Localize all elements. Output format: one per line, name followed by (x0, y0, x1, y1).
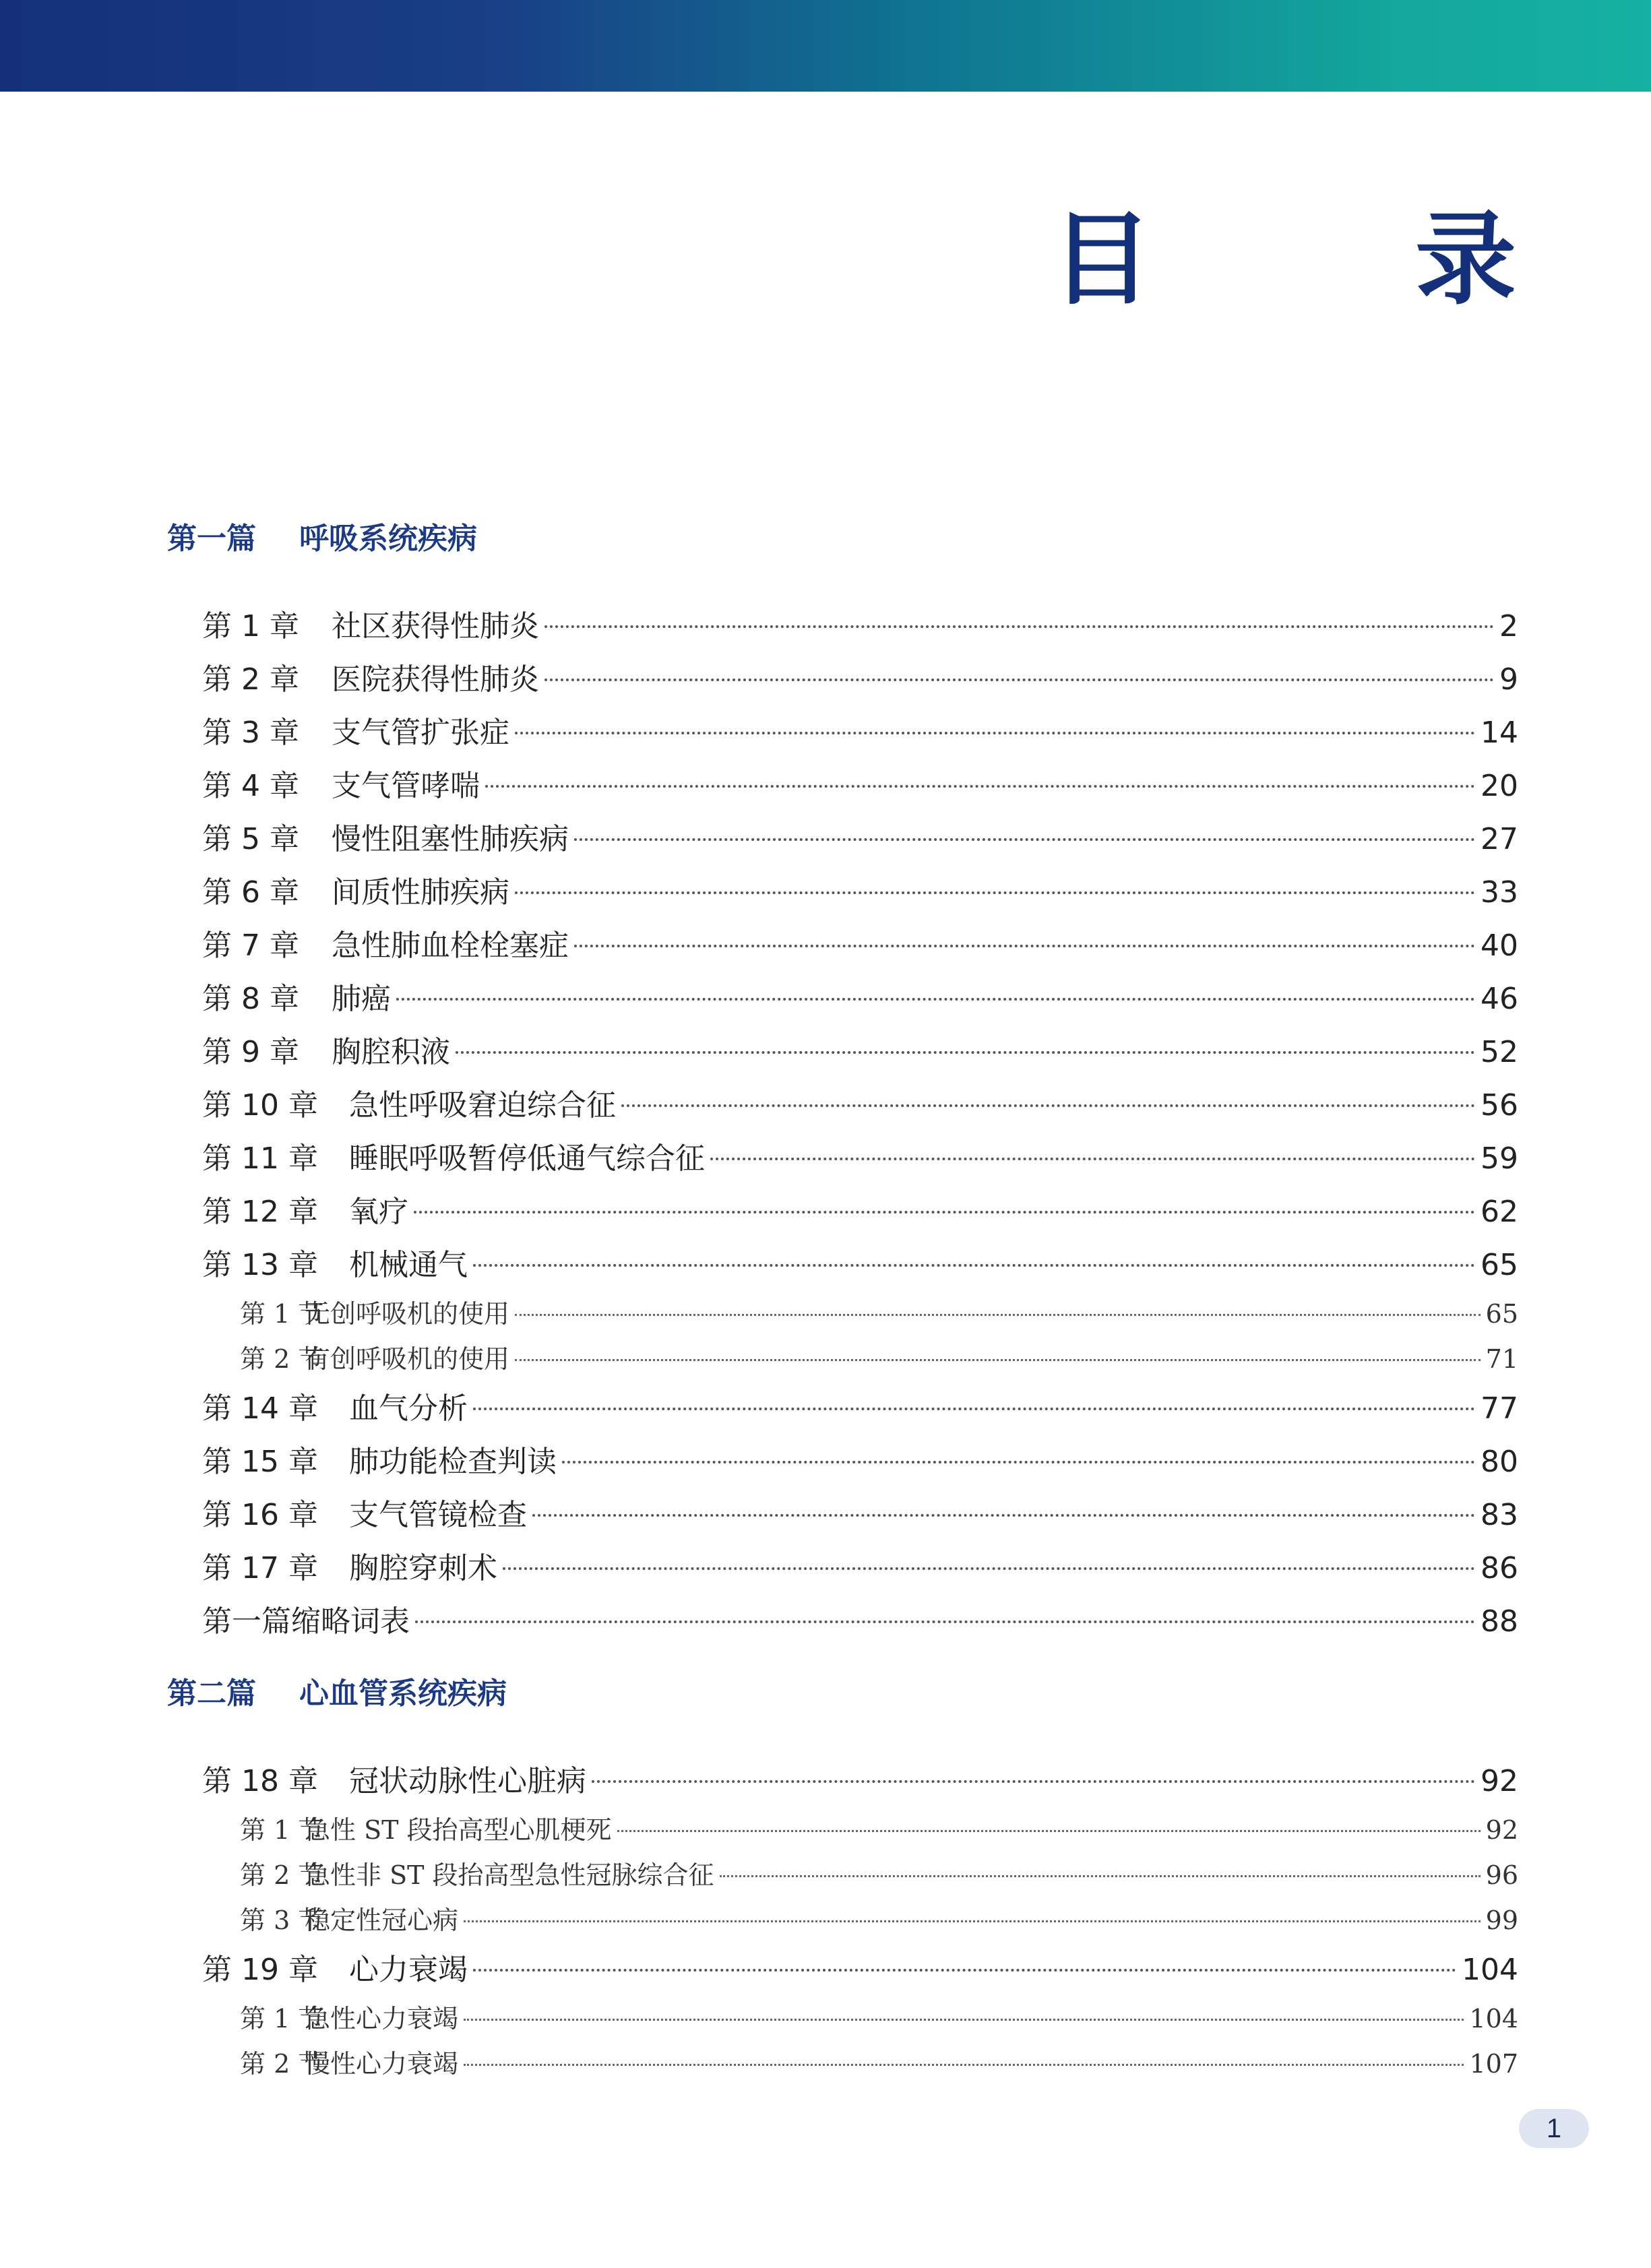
entry-label: 第 1 节 (240, 2004, 324, 2034)
entry-page-number: 77 (1481, 1391, 1518, 1426)
table-of-contents (167, 519, 1518, 2112)
toc-chapter-entry[interactable] (167, 600, 1518, 653)
dot-leader (473, 1264, 1475, 1267)
entry-title: 稳定性冠心病 (305, 1905, 459, 1935)
entry-page-number: 33 (1481, 875, 1518, 910)
entry-label: 第 1 节 (240, 1299, 324, 1329)
entry-label: 第 10 章 (202, 1088, 318, 1123)
toc-section-entry[interactable] (167, 1898, 1518, 1943)
dot-leader (473, 1969, 1456, 1972)
dot-leader (503, 1567, 1475, 1570)
part-heading-title: 心血管系统疾病 (299, 1676, 507, 1711)
entry-title: 有创呼吸机的使用 (305, 1344, 510, 1374)
toc-chapter-entry[interactable] (167, 1079, 1518, 1132)
toc-chapter-entry[interactable] (167, 972, 1518, 1026)
entry-title: 冠状动脉性心脏病 (349, 1764, 586, 1798)
entry-title: 血气分析 (349, 1391, 468, 1426)
dot-leader (562, 1461, 1475, 1463)
entry-label: 第 2 章 (202, 662, 299, 697)
entry-label: 第 2 节 (240, 2049, 324, 2079)
entry-label: 第 16 章 (202, 1498, 318, 1532)
dot-leader (544, 625, 1494, 628)
entry-page-number: 52 (1481, 1035, 1518, 1069)
dot-leader (532, 1514, 1475, 1517)
entry-label: 第 19 章 (202, 1953, 318, 1987)
dot-leader (574, 945, 1475, 947)
dot-leader (710, 1158, 1475, 1160)
entry-page-number: 104 (1462, 1953, 1518, 1987)
toc-chapter-entry[interactable] (167, 1595, 1518, 1648)
entry-page-number: 65 (1485, 1299, 1518, 1329)
toc-chapter-entry[interactable] (167, 1542, 1518, 1595)
entry-label: 第 7 章 (202, 928, 299, 963)
entry-page-number: 92 (1481, 1764, 1518, 1798)
dot-leader (485, 785, 1475, 788)
entry-label: 第 8 章 (202, 982, 299, 1016)
dot-leader (544, 679, 1494, 681)
toc-chapter-entry[interactable] (167, 1132, 1518, 1185)
toc-section-entry[interactable] (167, 1337, 1518, 1382)
entry-title: 支气管镜检查 (349, 1498, 527, 1532)
page-title: 目 录 (1051, 200, 1597, 319)
entry-title: 支气管扩张症 (332, 716, 509, 750)
entry-page-number: 27 (1481, 822, 1518, 856)
entry-page-number: 99 (1485, 1905, 1518, 1935)
toc-chapter-entry[interactable] (167, 1026, 1518, 1079)
toc-chapter-entry[interactable] (167, 1488, 1518, 1542)
entry-page-number: 107 (1469, 2049, 1518, 2079)
toc-chapter-entry[interactable] (167, 919, 1518, 972)
entry-page-number: 9 (1499, 662, 1518, 697)
entry-page-number: 88 (1481, 1604, 1518, 1639)
toc-chapter-entry[interactable] (167, 813, 1518, 866)
entry-title: 慢性阻塞性肺疾病 (332, 822, 569, 856)
toc-chapter-entry[interactable] (167, 1435, 1518, 1488)
entry-page-number: 83 (1481, 1498, 1518, 1532)
toc-part-2 (167, 1674, 1518, 2087)
entry-label: 第 3 章 (202, 716, 299, 750)
toc-chapter-entry[interactable] (167, 866, 1518, 919)
entry-title: 胸腔穿刺术 (349, 1551, 497, 1585)
dot-leader (574, 838, 1475, 841)
toc-chapter-entry[interactable] (167, 1382, 1518, 1435)
entry-page-number: 14 (1481, 716, 1518, 750)
dot-leader (515, 891, 1475, 894)
entry-label: 第 14 章 (202, 1391, 318, 1426)
entry-label: 第 15 章 (202, 1445, 318, 1479)
toc-chapter-entry[interactable] (167, 759, 1518, 813)
entry-title: 急性肺血栓栓塞症 (332, 928, 569, 963)
entry-label: 第 1 章 (202, 609, 299, 643)
entry-page-number: 92 (1485, 1815, 1518, 1845)
entry-title: 肺癌 (332, 982, 391, 1016)
dot-leader (515, 1359, 1481, 1361)
dot-leader (464, 1920, 1481, 1922)
entry-page-number: 20 (1481, 769, 1518, 803)
entry-title: 睡眠呼吸暂停低通气综合征 (349, 1141, 705, 1176)
entry-title: 医院获得性肺炎 (332, 662, 539, 697)
dot-leader (415, 1620, 1475, 1623)
entry-page-number: 80 (1481, 1445, 1518, 1479)
entry-title: 急性非 ST 段抬高型急性冠脉综合征 (305, 1860, 714, 1890)
entry-label: 第 2 节 (240, 1860, 324, 1890)
toc-chapter-entry[interactable] (167, 1238, 1518, 1292)
entry-page-number: 59 (1481, 1141, 1518, 1176)
page-number-badge: 1 (1519, 2109, 1589, 2148)
entry-label: 第 13 章 (202, 1248, 318, 1282)
entry-title: 急性心力衰竭 (305, 2004, 459, 2034)
entry-title: 间质性肺疾病 (332, 875, 509, 910)
entry-label: 第 4 章 (202, 769, 299, 803)
toc-section-entry[interactable] (167, 1853, 1518, 1898)
entry-page-number: 46 (1481, 982, 1518, 1016)
entry-label: 第一篇缩略词表 (202, 1604, 410, 1639)
dot-leader (473, 1408, 1475, 1410)
header-gradient-band (0, 0, 1651, 92)
dot-leader (617, 1830, 1481, 1832)
entry-title: 机械通气 (349, 1248, 468, 1282)
entry-title: 无创呼吸机的使用 (305, 1299, 510, 1329)
dot-leader (621, 1104, 1475, 1107)
dot-leader (464, 2019, 1464, 2021)
toc-section-entry[interactable] (167, 2042, 1518, 2087)
entry-title: 心力衰竭 (349, 1953, 468, 1987)
toc-chapter-entry[interactable] (167, 1185, 1518, 1238)
dot-leader (464, 2064, 1464, 2066)
dot-leader (592, 1780, 1475, 1783)
dot-leader (515, 732, 1475, 734)
entry-title: 支气管哮喘 (332, 769, 480, 803)
dot-leader (396, 998, 1475, 1001)
entry-title: 社区获得性肺炎 (332, 609, 539, 643)
entry-title: 慢性心力衰竭 (305, 2049, 459, 2079)
dot-leader (456, 1051, 1475, 1054)
entry-label: 第 17 章 (202, 1551, 318, 1585)
entry-page-number: 96 (1485, 1860, 1518, 1890)
toc-chapter-entry[interactable] (167, 706, 1518, 759)
entry-label: 第 6 章 (202, 875, 299, 910)
part-heading-title: 呼吸系统疾病 (299, 522, 477, 556)
toc-chapter-entry[interactable] (167, 653, 1518, 706)
entry-page-number: 86 (1481, 1551, 1518, 1585)
part-heading (167, 519, 1518, 559)
dot-leader (414, 1211, 1475, 1214)
entry-label: 第 1 节 (240, 1815, 324, 1845)
entry-page-number: 65 (1481, 1248, 1518, 1282)
toc-section-entry[interactable] (167, 1996, 1518, 2042)
entry-title: 急性 ST 段抬高型心肌梗死 (305, 1815, 612, 1845)
toc-chapter-entry[interactable] (167, 1755, 1518, 1808)
entry-title: 急性呼吸窘迫综合征 (349, 1088, 616, 1123)
entry-label: 第 3 节 (240, 1905, 324, 1935)
entry-page-number: 2 (1499, 609, 1518, 643)
entry-page-number: 40 (1481, 928, 1518, 963)
entry-page-number: 104 (1469, 2004, 1518, 2034)
entry-title: 胸腔积液 (332, 1035, 450, 1069)
entry-page-number: 71 (1485, 1344, 1518, 1374)
toc-section-entry[interactable] (167, 1292, 1518, 1337)
entry-label: 第 5 章 (202, 822, 299, 856)
toc-part-1 (167, 519, 1518, 1648)
dot-leader (720, 1875, 1481, 1877)
toc-chapter-entry[interactable] (167, 1943, 1518, 1996)
entry-page-number: 62 (1481, 1195, 1518, 1229)
entry-label: 第 9 章 (202, 1035, 299, 1069)
entry-label: 第 12 章 (202, 1195, 318, 1229)
part-heading (167, 1674, 1518, 1714)
entry-page-number: 56 (1481, 1088, 1518, 1123)
toc-section-entry[interactable] (167, 1808, 1518, 1853)
dot-leader (515, 1314, 1481, 1316)
entry-title: 氧疗 (349, 1195, 408, 1229)
part-heading-number: 第二篇 (167, 1676, 256, 1711)
entry-title: 肺功能检查判读 (349, 1445, 557, 1479)
part-heading-number: 第一篇 (167, 522, 256, 556)
entry-label: 第 11 章 (202, 1141, 318, 1176)
entry-label: 第 18 章 (202, 1764, 318, 1798)
entry-label: 第 2 节 (240, 1344, 324, 1374)
